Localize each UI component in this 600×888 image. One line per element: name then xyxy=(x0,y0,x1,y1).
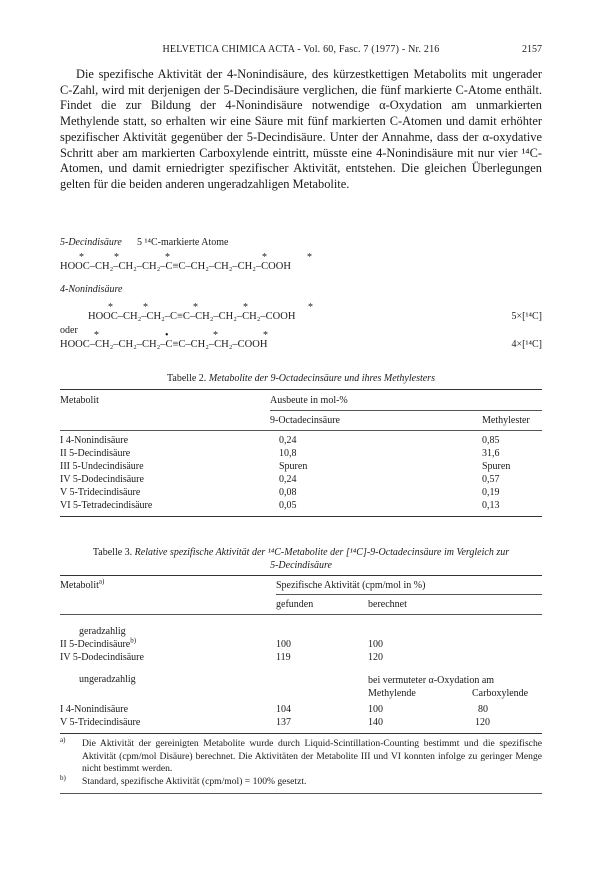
journal-citation: HELVETICA CHIMICA ACTA - Vol. 60, Fasc. 7 (1977) - Nr. 216 xyxy=(162,44,440,55)
table3-col-spez: Spezifische Aktivität (cpm/mol in %) xyxy=(276,580,426,591)
table2-row-name: I 4-Nonindisäure xyxy=(60,435,129,446)
table2-top-rule xyxy=(60,389,542,390)
table3-sub-rule xyxy=(276,594,542,595)
table3-group-odd: ungeradzahlig xyxy=(79,674,136,685)
table3-top-rule xyxy=(60,575,542,576)
table2-col-methylester: Methylester xyxy=(482,415,530,426)
table3-row-found: 100 xyxy=(276,639,291,650)
table2-row-a: Spuren xyxy=(279,461,308,472)
formula-nonindisaeure-2: * • * * HOOC–CH₂–CH₂–CH₂–C≡C–CH₂–CH₂–COOH xyxy=(60,330,268,350)
table3-col-berechnet: berechnet xyxy=(368,599,407,610)
table2-row-a: 0,08 xyxy=(279,487,297,498)
scheme-decin-label: 5-Decindisäure xyxy=(60,237,122,248)
table2-row-b: 0,13 xyxy=(482,500,500,511)
body-paragraph: Die spezifische Aktivität der 4-Nonindisäure, des kürzestkettigen Metabolits mit ungerader C-Zahl, wird mit derjenigen der 5-Decindisäure verglichen, die fünf markierte C-Atome enthält. Findet die zur Bildung der 4-Nonindisäure notwendige α-Oxydation am unmarkierten Methylende statt, so erhalten wir eine Säure mit fünf markierten C-Atomen und damit erhöhter spezifischer Aktivität gegenüber der 5-Decindisäure. Unter der Annahme, dass der α-oxydative Schritt aber am markierten Carboxylende eintritt, müsste eine 4-Nonindisäure mit nur vier ¹⁴C-Atomen, und damit erniedrigter spezifischer Aktivität, entstehen. Die gleichen Überlegungen gelten für die beiden anderen ungeradzahligen Metabolite. xyxy=(60,67,542,191)
table3-row-found: 119 xyxy=(276,652,291,663)
table2-row-b: 31,6 xyxy=(482,448,500,459)
table3-row-found: 137 xyxy=(276,717,291,728)
table3-row-name: I 4-Nonindisäure xyxy=(60,704,129,715)
table3-row-name: II 5-Decindisäure$^{b)}$ xyxy=(60,636,137,650)
table3-calc-note: bei vermuteter α-Oxydation am xyxy=(368,675,495,686)
table2-bottom-rule xyxy=(60,516,542,517)
table2-row-name: III 5-Undecindisäure xyxy=(60,461,144,472)
table3-row-name: IV 5-Dodecindisäure xyxy=(60,652,144,663)
table2-row-name: V 5-Tridecindisäure xyxy=(60,487,141,498)
table3-header-rule xyxy=(60,614,542,615)
table2-row-b: Spuren xyxy=(482,461,511,472)
table2-row-a: 10,8 xyxy=(279,448,297,459)
table3-bottom-rule xyxy=(60,733,542,734)
table2-row-b: 0,19 xyxy=(482,487,500,498)
formula-decindisaeure: * * * * * HOOC–CH₂–CH₂–CH₂–C≡C–CH₂–CH₂–CH₂–COOH xyxy=(60,252,312,272)
table3-col-gefunden: gefunden xyxy=(276,599,314,610)
table3-row-carboxyl: 80 xyxy=(478,704,488,715)
table2-row-name: II 5-Decindisäure xyxy=(60,448,131,459)
table2-col-octadecin: 9-Octadecinsäure xyxy=(270,415,340,426)
table3-row-found: 104 xyxy=(276,704,291,715)
scheme-decin-note: 5 ¹⁴C-markierte Atome xyxy=(137,237,229,248)
table3-col-carboxylende: Carboxylende xyxy=(472,688,529,699)
table3-row-methyl: 100 xyxy=(368,704,383,715)
table2-row-b: 0,85 xyxy=(482,435,500,446)
running-header xyxy=(60,44,542,58)
table2-row-a: 0,24 xyxy=(279,435,297,446)
table3-row-calc: 100 xyxy=(368,639,383,650)
label-count-5: 5×[¹⁴C] xyxy=(511,311,542,322)
scheme-nonin-label: 4-Nonindisäure xyxy=(60,284,123,295)
page-number: 2157 xyxy=(522,44,542,55)
table2-row-name: VI 5-Tetradecindisäure xyxy=(60,500,153,511)
table3-caption: Tabelle 3. Relative spezifische Aktivität der ¹⁴C-Metabolite der [¹⁴C]-9-Octadecinsäure im Vergleich zur 5-Decindisäure xyxy=(92,547,510,571)
table2-caption: Tabelle 2. Metabolite der 9-Octadecinsäure und ihres Methylesters xyxy=(167,373,435,384)
footnote-a-mark: a) xyxy=(60,735,66,744)
table3-row-carboxyl: 120 xyxy=(475,717,490,728)
table3-row-name: V 5-Tridecindisäure xyxy=(60,717,141,728)
table2-header-rule xyxy=(60,430,542,431)
oder-text: oder xyxy=(60,325,78,336)
label-count-4: 4×[¹⁴C] xyxy=(511,339,542,350)
table2-col-ausbeute: Ausbeute in mol-% xyxy=(270,395,348,406)
footnote-b: Standard, spezifische Aktivität (cpm/mol) = 100% gesetzt. xyxy=(82,776,307,787)
table2-row-b: 0,57 xyxy=(482,474,500,485)
formula-nonindisaeure-1: * * * * * HOOC–CH₂–CH₂–C≡C–CH₂–CH₂–CH₂–COOH xyxy=(88,302,313,322)
table2-row-a: 0,05 xyxy=(279,500,297,511)
table3-row-calc: 120 xyxy=(368,652,383,663)
footnote-b-mark: b) xyxy=(60,773,66,782)
table3-group-even: geradzahlig xyxy=(79,626,126,637)
footnote-a: Die Aktivität der gereinigten Metabolite wurde durch Liquid-Scintillation-Counting bestimmt und die spezifische Aktivität (cpm/mol Disäure) berechnet. Die Aktivitäten der Metabolite III und VI konnten infolge zu geringer Menge nicht bestimmt werden. xyxy=(82,738,542,775)
table3-col-methylende: Methylende xyxy=(368,688,416,699)
footnote-bottom-rule xyxy=(60,793,542,794)
table2-row-name: IV 5-Dodecindisäure xyxy=(60,474,144,485)
table2-row-a: 0,24 xyxy=(279,474,297,485)
table3-row-methyl: 140 xyxy=(368,717,383,728)
table2-sub-rule xyxy=(270,410,542,411)
table2-col-metabolit: Metabolit xyxy=(60,395,99,406)
table3-col-metabolit: Metabolit$^{a)}$ xyxy=(60,577,105,591)
